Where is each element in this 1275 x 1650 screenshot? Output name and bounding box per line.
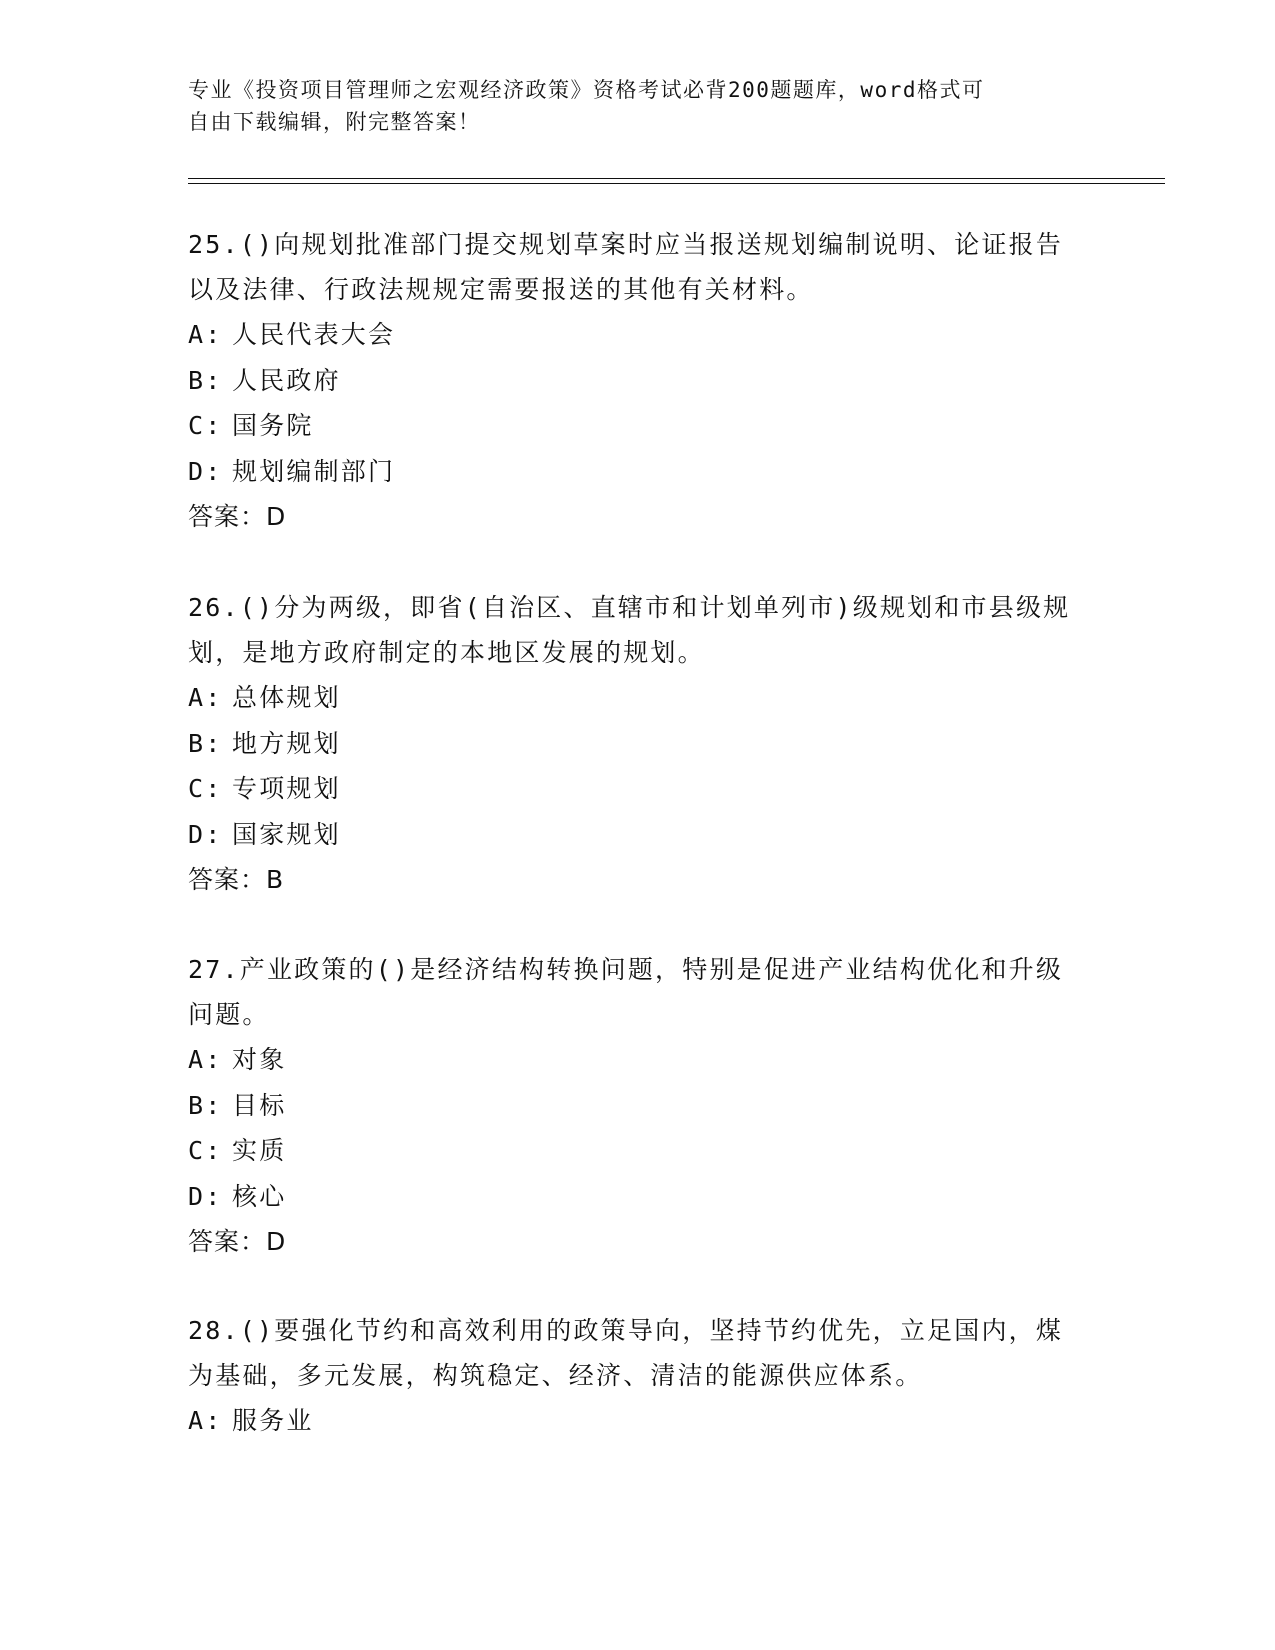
- option-a: [188, 1037, 1088, 1083]
- option-d: [188, 449, 1088, 495]
- question-text: 27.产业政策的()是经济结构转换问题，特别是促进产业结构优化和升级问题。: [188, 955, 1064, 1029]
- option-c: [188, 766, 1088, 812]
- option-letter: B:: [188, 365, 223, 395]
- option-b: [188, 1083, 1088, 1129]
- option-a: [188, 312, 1088, 358]
- option-text: 规划编制部门: [232, 456, 396, 486]
- option-letter: A:: [188, 1406, 223, 1435]
- option-letter: A:: [188, 320, 223, 349]
- question-25: [188, 222, 1088, 540]
- header-line-2: 自由下载编辑，附完整答案！: [188, 110, 481, 134]
- option-text: 总体规划: [232, 683, 341, 712]
- option-text: 人民代表大会: [232, 320, 396, 349]
- option-letter: D:: [188, 456, 223, 486]
- option-text: 服务业: [232, 1406, 314, 1435]
- option-text: 目标: [232, 1090, 287, 1120]
- option-a: [188, 1398, 1088, 1444]
- option-text: 实质: [232, 1136, 287, 1165]
- option-text: 专项规划: [232, 774, 341, 803]
- document-header: [188, 74, 1068, 138]
- answer-label: 答案：B: [188, 865, 285, 894]
- answer-label: 答案：D: [188, 1227, 287, 1256]
- question-27: [188, 947, 1088, 1265]
- option-letter: D:: [188, 1181, 223, 1211]
- option-letter: A:: [188, 683, 223, 712]
- option-a: [188, 675, 1088, 721]
- option-letter: C:: [188, 774, 223, 803]
- question-text: 25.()向规划批准部门提交规划草案时应当报送规划编制说明、论证报告以及法律、行政法规规定需要报送的其他有关材料。: [188, 230, 1064, 304]
- header-line-1: 专业《投资项目管理师之宏观经济政策》资格考试必背200题题库，word格式可: [188, 78, 985, 102]
- question-28: [188, 1308, 1088, 1444]
- option-letter: B:: [188, 728, 223, 758]
- option-letter: A:: [188, 1045, 223, 1074]
- option-c: [188, 403, 1088, 449]
- option-text: 地方规划: [232, 728, 341, 758]
- header-rule-bottom: [188, 183, 1165, 184]
- option-letter: C:: [188, 1136, 223, 1165]
- question-text: 28.()要强化节约和高效利用的政策导向，坚持节约优先，立足国内，煤为基础，多元发展，构筑稳定、经济、清洁的能源供应体系。: [188, 1316, 1064, 1390]
- question-26: [188, 585, 1088, 903]
- header-rule-top: [188, 178, 1165, 179]
- option-b: [188, 358, 1088, 404]
- option-d: [188, 812, 1088, 858]
- option-letter: D:: [188, 819, 223, 849]
- option-text: 核心: [232, 1181, 287, 1211]
- option-b: [188, 721, 1088, 767]
- option-text: 人民政府: [232, 365, 341, 395]
- option-text: 国务院: [232, 411, 314, 440]
- option-text: 国家规划: [232, 819, 341, 849]
- option-c: [188, 1128, 1088, 1174]
- answer-label: 答案：D: [188, 502, 287, 531]
- option-letter: B:: [188, 1090, 223, 1120]
- option-d: [188, 1174, 1088, 1220]
- option-letter: C:: [188, 411, 223, 440]
- option-text: 对象: [232, 1045, 287, 1074]
- question-text: 26.()分为两级，即省(自治区、直辖市和计划单列市)级规划和市县级规划，是地方政府制定的本地区发展的规划。: [188, 593, 1071, 667]
